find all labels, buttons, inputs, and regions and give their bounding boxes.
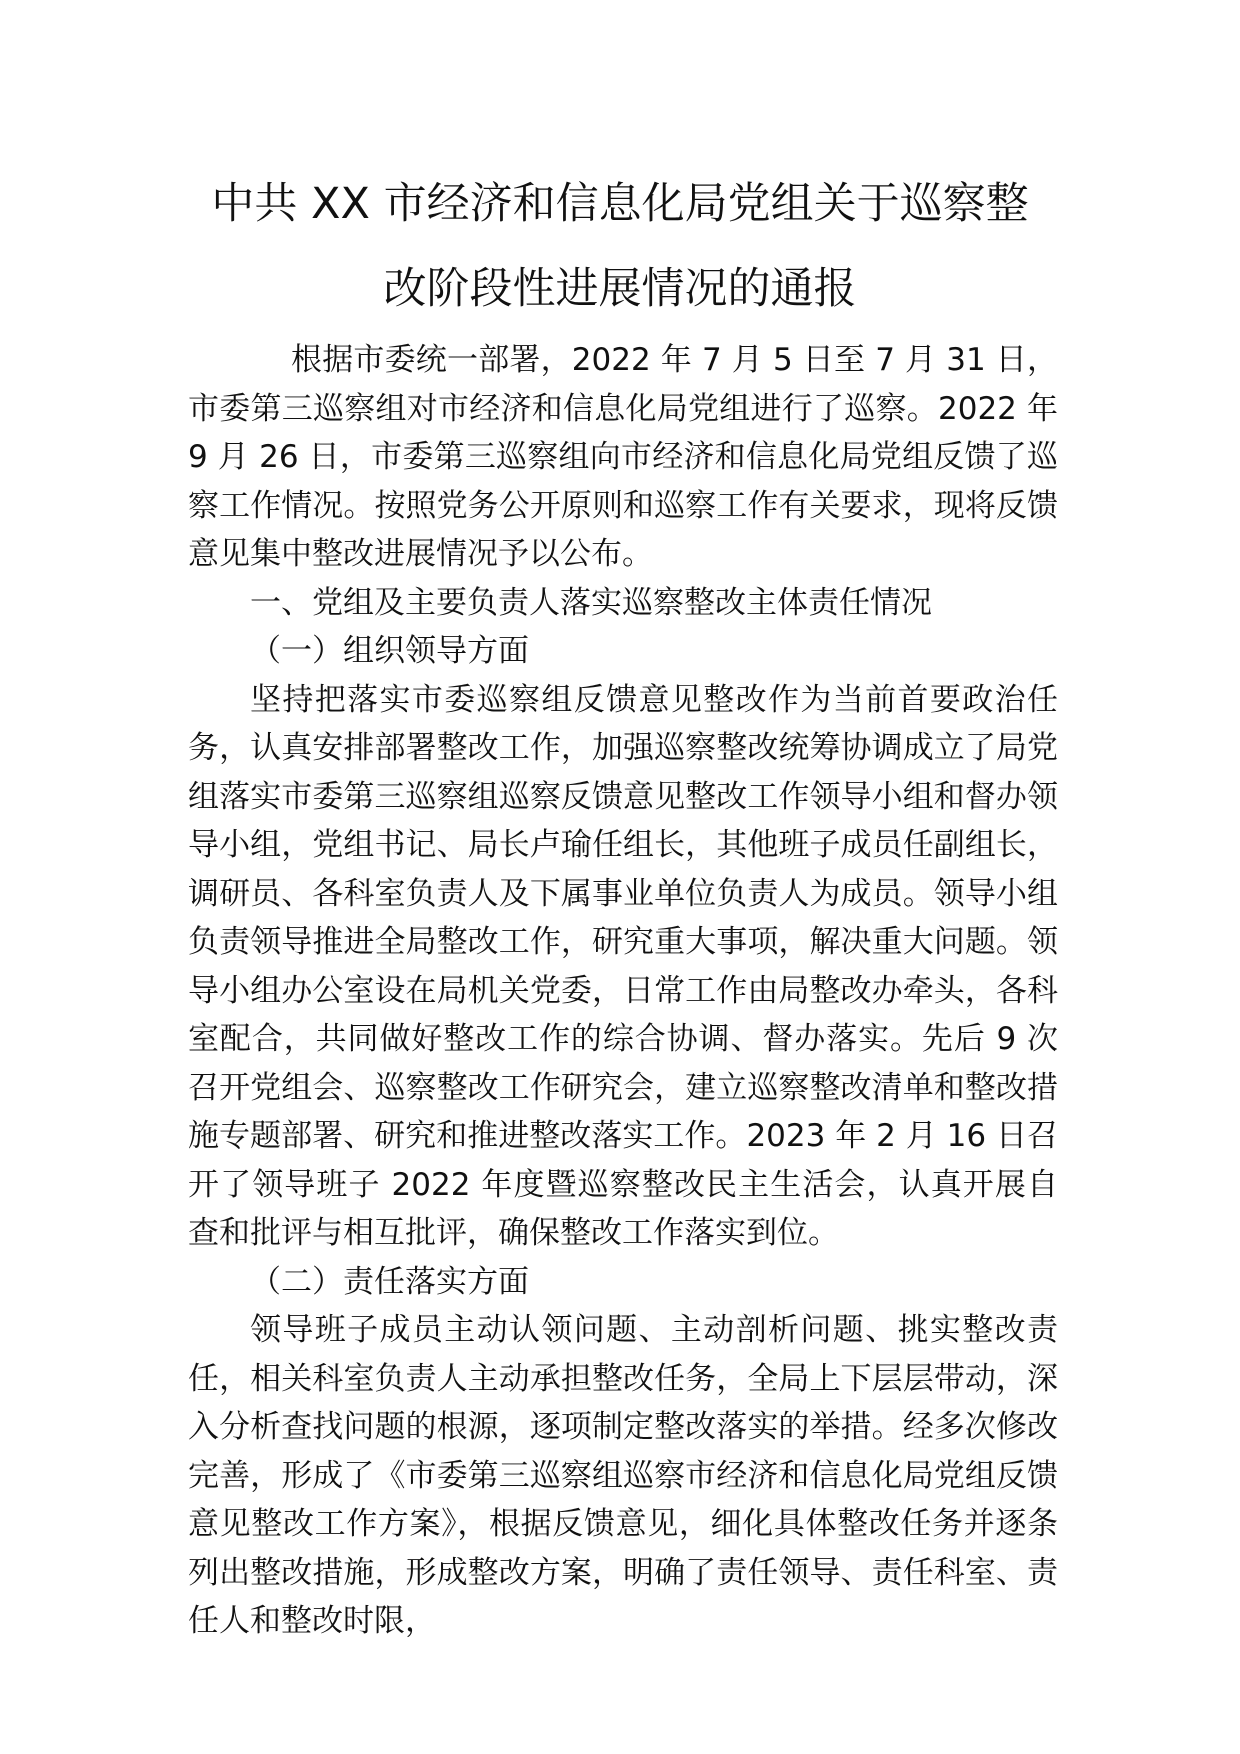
document-body — [188, 336, 1058, 1646]
subsection-heading-2: （二）责任落实方面 — [250, 1263, 529, 1300]
body-paragraph-organization: 坚持把落实市委巡察组反馈意见整改作为当前首要政治任务，认真安排部署整改工作，加强巡察整改统筹协调成立了局党组落实市委第三巡察组巡察反馈意见整改工作领导小组和督办领导小组，党组书记、局长卢瑜任组长，其他班子成员任副组长，调研员、各科室负责人及下属事业单位负责人为成员。领导小组负责领导推进全局整改工作，研究重大事项，解决重大问题。领导小组办公室设在局机关党委，日常工作由局整改办牵头，各科室配合，共同做好整改工作的综合协调、督办落实。先后 9 次召开党组会、巡察整改工作研究会，建立巡察整改清单和整改措施专题部署、研究和推进整改落实工作。2023 年 2 月 16 日召开了领导班子 2022 年度暨巡察整改民主生活会，认真开展自查和批评与相互批评，确保整改工作落实到位。 — [188, 681, 1058, 1251]
subsection-heading-1: （一）组织领导方面 — [250, 633, 529, 669]
document-title-line-2: 改阶段性进展情况的通报 — [383, 264, 857, 314]
section-heading-1: 一、党组及主要负责人落实巡察整改主体责任情况 — [250, 584, 932, 621]
body-paragraph-responsibility: 领导班子成员主动认领问题、主动剖析问题、挑实整改责任，相关科室负责人主动承担整改任务，全局上下层层带动，深入分析查找问题的根源，逐项制定整改落实的举措。经多次修改完善，形成了《市委第三巡察组巡察市经济和信息化局党组反馈意见整改工作方案》，根据反馈意见，细化具体整改任务并逐条列出整改措施，形成整改方案，明确了责任领导、责任科室、责任人和整改时限， — [188, 1312, 1058, 1639]
intro-paragraph: 根据市委统一部署，2022 年 7 月 5 日至 7 月 31 日，市委第三巡察组对市经济和信息化局党组进行了巡察。2022 年 9 月 26 日，市委第三巡察组向市经济和信息化局党组反馈了巡察工作情况。按照党务公开原则和巡察工作有关要求，现将反馈意见集中整改进展情况予以公布。 — [188, 342, 1058, 572]
document-title-line-1: 中共 XX 市经济和信息化局党组关于巡察整 — [211, 179, 1029, 229]
